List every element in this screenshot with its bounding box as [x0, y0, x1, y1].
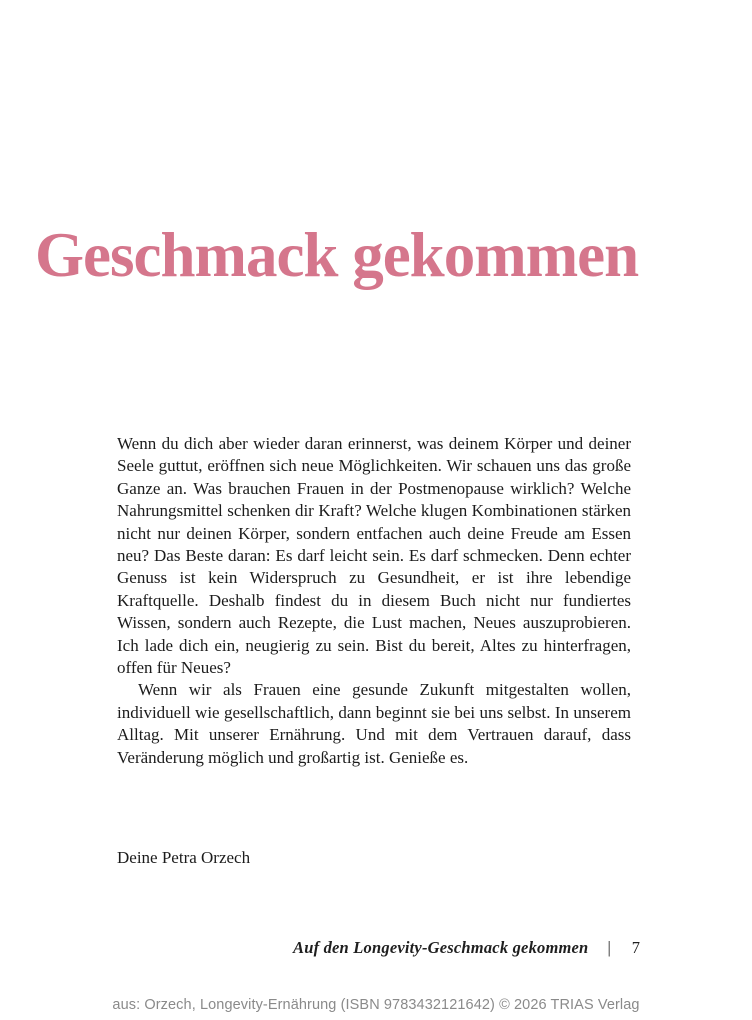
running-footer	[293, 938, 640, 958]
chapter-heading: Geschmack gekommen	[35, 220, 639, 290]
running-head-title: Auf den Longevity-Geschmack gekommen	[292, 938, 589, 957]
body-text	[117, 433, 631, 769]
paragraph-2: Wenn wir als Frauen eine gesunde Zukunft mitgestalten wollen, individuell wie gesellschaftlich, dann beginnt sie bei uns selbst. In unserem Alltag. Mit unserer Ernährung. Und mit dem Vertrauen darauf, dass Veränderung möglich und großartig ist. Genieße es.	[117, 680, 631, 767]
signature-line: Deine Petra Orzech	[117, 848, 251, 867]
footer-separator: |	[607, 938, 611, 957]
credit-line: aus: Orzech, Longevity-Ernährung (ISBN 9783432121642) © 2026 TRIAS Verlag	[112, 997, 640, 1013]
page-number: 7	[631, 938, 640, 957]
paragraph-1: Wenn du dich aber wieder daran erinnerst, was deinem Körper und deiner Seele guttut, eröffnen sich neue Möglichkeiten. Wir schauen uns das große Ganze an. Was brauchen Frauen in der Postmenopause wirklich? Welche Nahrungsmittel schenken dir Kraft? Welche klugen Kombinationen stärken nicht nur deinen Körper, sondern entfachen auch deine Freude am Essen neu? Das Beste daran: Es darf leicht sein. Es darf schmecken. Denn echter Genuss ist kein Widerspruch zu Gesundheit, er ist ihre lebendige Kraftquelle. Deshalb findest du in diesem Buch nicht nur fundiertes Wissen, sondern auch Rezepte, die Lust machen, Neues auszuprobieren. Ich lade dich ein, neugierig zu sein. Bist du bereit, Altes zu hinterfragen, offen für Neues?	[117, 434, 631, 678]
